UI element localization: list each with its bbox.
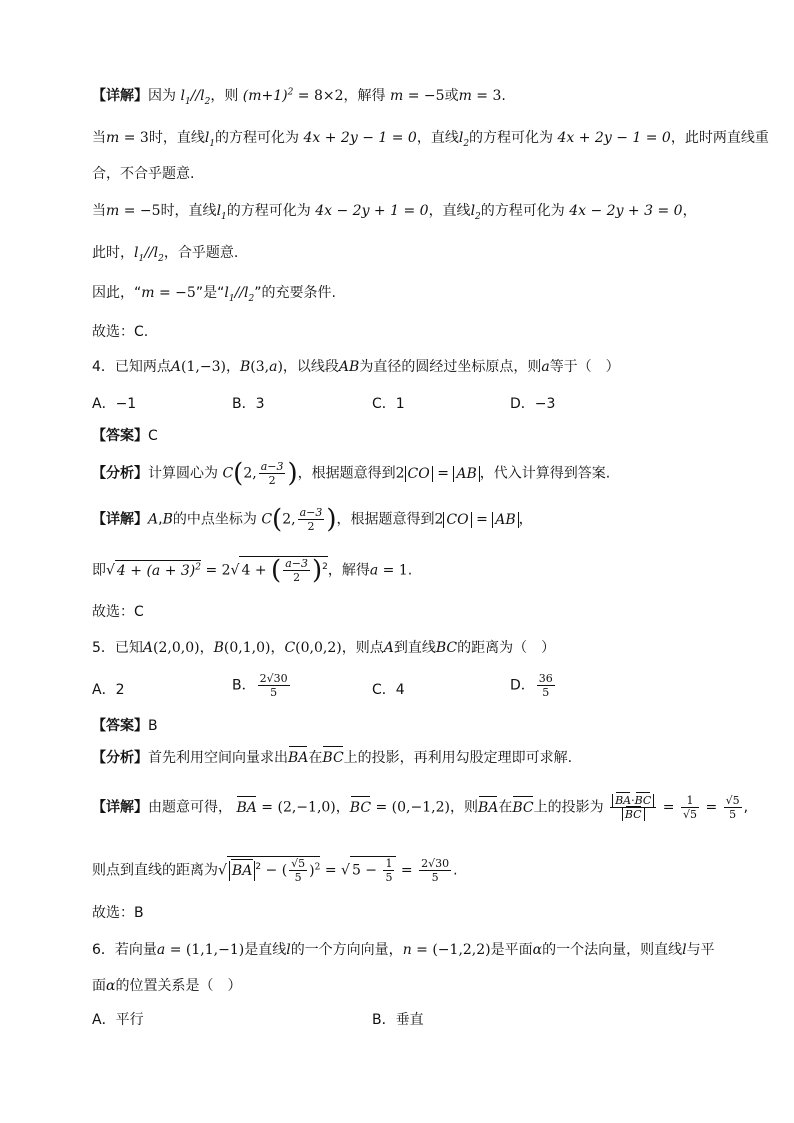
q5-option-b: B． $\frac{2√30}{5}$ bbox=[232, 672, 288, 699]
q5-choice: 故选：B bbox=[92, 905, 144, 921]
q5-answer: 【答案】B bbox=[92, 718, 158, 734]
q4-option-d: D．−3 bbox=[510, 396, 556, 412]
q5-stem: 5．已知A(2,0,0)，B(0,1,0)，C(0,0,2)，则点A到直线BC的距离为（ ） bbox=[92, 640, 556, 656]
q4-option-b: B．3 bbox=[232, 396, 265, 412]
q5-option-d: D． $\frac{36}{5}$ bbox=[510, 672, 553, 699]
q5-analysis: 【分析】首先利用空间向量求出BA在BC上的投影，再利用勾股定理即可求解. bbox=[92, 750, 573, 766]
q3-case1-line: 当m = 3时，直线$l_1$的方程可化为 4x + 2y − 1 = 0，直线$l_2$的方程可化为 4x + 2y − 1 = 0，此时两直线重 bbox=[92, 130, 769, 149]
q6-stem: 6．若向量a = (1,1,−1)是直线l的一个方向向量，n = (−1,2,2)是平面α的一个法向量，则直线l与平 bbox=[92, 942, 715, 958]
q4-option-a: A．−1 bbox=[92, 396, 137, 412]
q3-conclusion: 因此，“m = −5”是“$l_1//l_2$”的充要条件. bbox=[92, 285, 336, 304]
q6-option-a: A．平行 bbox=[92, 1012, 144, 1028]
q6-option-b: B．垂直 bbox=[372, 1012, 424, 1028]
q4-analysis: 【分析】计算圆心为 C(2, $\frac{a-3}{2}$ )，根据题意得到2 CO = AB ，代入计算得到答案. bbox=[92, 458, 611, 489]
q3-detail-line: 【详解】因为 $l_1//l_2$，则 $(m+1)^2 = 8\times 2$，解得 m = −5或m = 3. bbox=[92, 87, 506, 107]
q4-choice: 故选：C bbox=[92, 604, 144, 620]
q5-option-a: A．2 bbox=[92, 682, 125, 698]
q5-detail: 【详解】由题意可得， BA = (2,−1,0)，BC = (0,−1,2)，则BA在BC上的投影为 $\frac{BA\cdot BC}{BC}$ = $\frac{1}{√5}$ = $\frac{√5}{5}$ , bbox=[92, 794, 749, 821]
q3-case2-line2: 此时，$l_1//l_2$，合乎题意. bbox=[92, 245, 239, 264]
q5-option-c: C．4 bbox=[372, 682, 405, 698]
q4-option-c: C．1 bbox=[372, 396, 405, 412]
q6-stem-line2: 面α的位置关系是（ ） bbox=[92, 978, 242, 994]
q4-stem: 4．已知两点A(1,−3)，B(3,a)，以线段AB为直径的圆经过坐标原点，则a等于（ ） bbox=[92, 359, 620, 375]
q5-distance: 则点到直线的距离为√ BA $^2$ − ( $\frac{√5}{5}$ )$^2$ = √ 5 − $\frac{1}{5}$ = $\frac{2√30}{5}$ . bbox=[92, 857, 458, 884]
q3-case2-line: 当m = −5时，直线$l_1$的方程可化为 4x − 2y + 1 = 0，直线$l_2$的方程可化为 4x − 2y + 3 = 0， bbox=[92, 203, 697, 222]
q4-equation: 即√ $4 + (a + 3)^2 = 2√$ 4 + ( $\frac{a-3}{2}$ )$^2$，解得a = 1. bbox=[92, 555, 413, 586]
q3-choice: 故选：C. bbox=[92, 324, 149, 340]
q4-answer: 【答案】C bbox=[92, 428, 158, 444]
detail-tag: 【详解】 bbox=[92, 88, 148, 104]
q4-detail: 【详解】A,B的中点坐标为 C(2, $\frac{a-3}{2}$ )，根据题意得到2 CO = AB ， bbox=[92, 504, 533, 535]
q3-case1-line2: 合，不合乎题意. bbox=[92, 166, 195, 182]
